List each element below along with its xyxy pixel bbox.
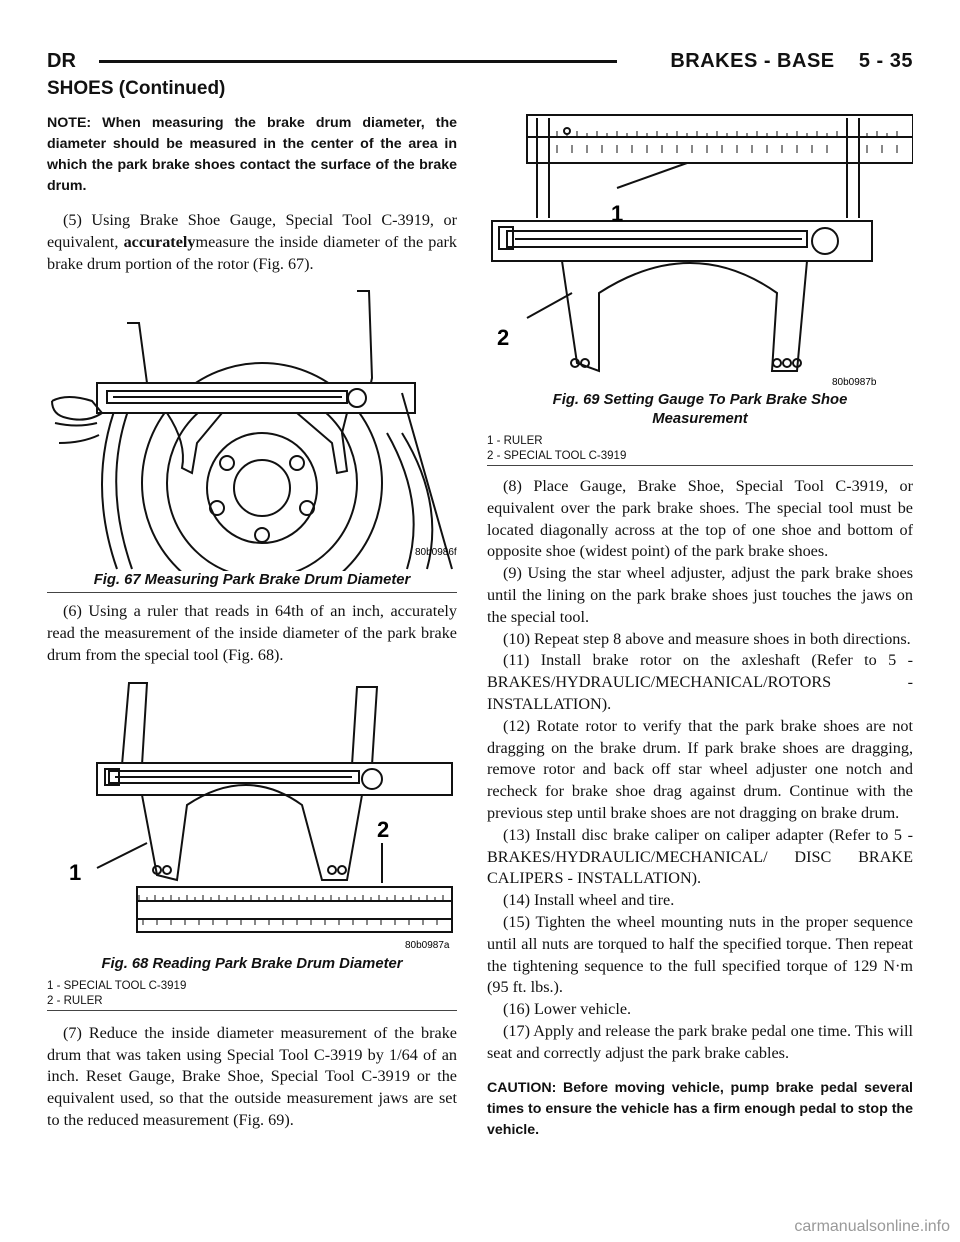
step-14: (14) Install wheel and tire. (503, 891, 675, 910)
step-5: (5) Using Brake Shoe Gauge, Special Tool C-3919, or equivalent, accuratelymeasure the inside diameter of the park brake drum portion of the rotor (Fig. 67). (47, 211, 457, 273)
step-12: (12) Rotate rotor to verify that the park brake shoes are not dragging on the brake drum. If park brake shoes are dragging, remove rotor and back off star wheel adjuster one notch and recheck for brake shoe drag against drum. Continue with the previous step until brake shoes are not dragging on brake drum. (487, 716, 913, 822)
figure-68-caption: Fig. 68 Reading Park Brake Drum Diameter (101, 955, 403, 972)
figure-68 (47, 675, 457, 1011)
section-title: SHOES (Continued) (47, 78, 226, 99)
figure-67-illustration (47, 283, 457, 571)
figure-68-illustration (47, 675, 457, 955)
figure-67-code: 80b0986f (415, 547, 457, 559)
watermark: carmanualsonline.info (794, 1218, 950, 1235)
figure-69-callout-1: 1 (611, 201, 624, 226)
step-13: (13) Install disc brake caliper on caliper adapter (Refer to 5 - BRAKES/HYDRAULIC/MECHANICAL/ DISC BRAKE CALIPERS - INSTALLATION). (487, 825, 913, 888)
header-rule (99, 60, 617, 63)
left-column (47, 113, 457, 1132)
step-6: (6) Using a ruler that reads in 64th of an inch, accurately read the measurement of the inside diameter of the park brake drum from the special tool (Fig. 68). (47, 602, 457, 664)
figure-68-code: 80b0987a (405, 939, 450, 951)
step-8: (8) Place Gauge, Brake Shoe, Special Tool C-3919, or equivalent over the park brake shoes. The special tool must be located diagonally across at the top of one shoe and bottom of opposite shoe (widest point) of the park brake shoes. (487, 477, 913, 561)
figure-69-code: 80b0987b (832, 377, 877, 388)
step-15: (15) Tighten the wheel mounting nuts in the proper sequence until all nuts are torqued to half the specified torque. Then repeat the tightening sequence to the full specified torque of 129 N·m (95 ft. lbs.). (487, 912, 913, 997)
step-7: (7) Reduce the inside diameter measurement of the brake drum that was taken using Special Tool C-3919 by 1/64 of an inch. Reset Gauge, Brake Shoe, Special Tool C-3919 or the equivalent used, so that the outside measurement jaws are set to the reduced measurement (Fig. 69). (47, 1023, 457, 1129)
figure-68-callout-2: 2 (377, 816, 390, 842)
right-column (487, 113, 913, 1141)
figure-68-legend-2: 2 - RULER (47, 994, 103, 1007)
figure-69-legend-2: 2 - SPECIAL TOOL C-3919 (487, 450, 627, 462)
step-9: (9) Using the star wheel adjuster, adjust the park brake shoes until the lining on the park brake shoes just touches the jaws on the special tool. (487, 564, 913, 626)
step-16: (16) Lower vehicle. (503, 1000, 632, 1019)
header-manual-code: DR (47, 50, 76, 72)
step-17: (17) Apply and release the park brake pedal one time. This will seat and correctly adjust the park brake cables. (487, 1021, 913, 1062)
caution-pump-pedal: CAUTION: Before moving vehicle, pump brake pedal several times to ensure the vehicle has a firm enough pedal to stop the vehicle. (487, 1079, 913, 1138)
figure-69-legend-1: 1 - RULER (487, 435, 543, 447)
figure-69-illustration (487, 113, 913, 391)
page-header (47, 50, 913, 74)
figure-68-legend-1: 1 - SPECIAL TOOL C-3919 (47, 979, 187, 992)
figure-69 (487, 113, 913, 466)
header-section-page: BRAKES - BASE 5 - 35 (670, 50, 913, 72)
note-drum-diameter: NOTE: When measuring the brake drum diameter, the diameter should be measured in the center of the area in which the park brake shoes contact the surface of the brake drum. (47, 115, 457, 194)
figure-67-caption: Fig. 67 Measuring Park Brake Drum Diameter (93, 572, 411, 589)
step-10: (10) Repeat step 8 above and measure shoes in both directions. (503, 629, 911, 648)
figure-67 (47, 283, 457, 593)
figure-69-callout-2: 2 (497, 325, 510, 350)
step-11: (11) Install brake rotor on the axleshaft (Refer to 5 - BRAKES/HYDRAULIC/MECHANICAL/ROTORS - INSTALLATION). (487, 651, 913, 713)
figure-69-caption: Fig. 69 Setting Gauge To Park Brake Shoe Measurement (552, 392, 848, 427)
figure-68-callout-1: 1 (69, 859, 82, 885)
